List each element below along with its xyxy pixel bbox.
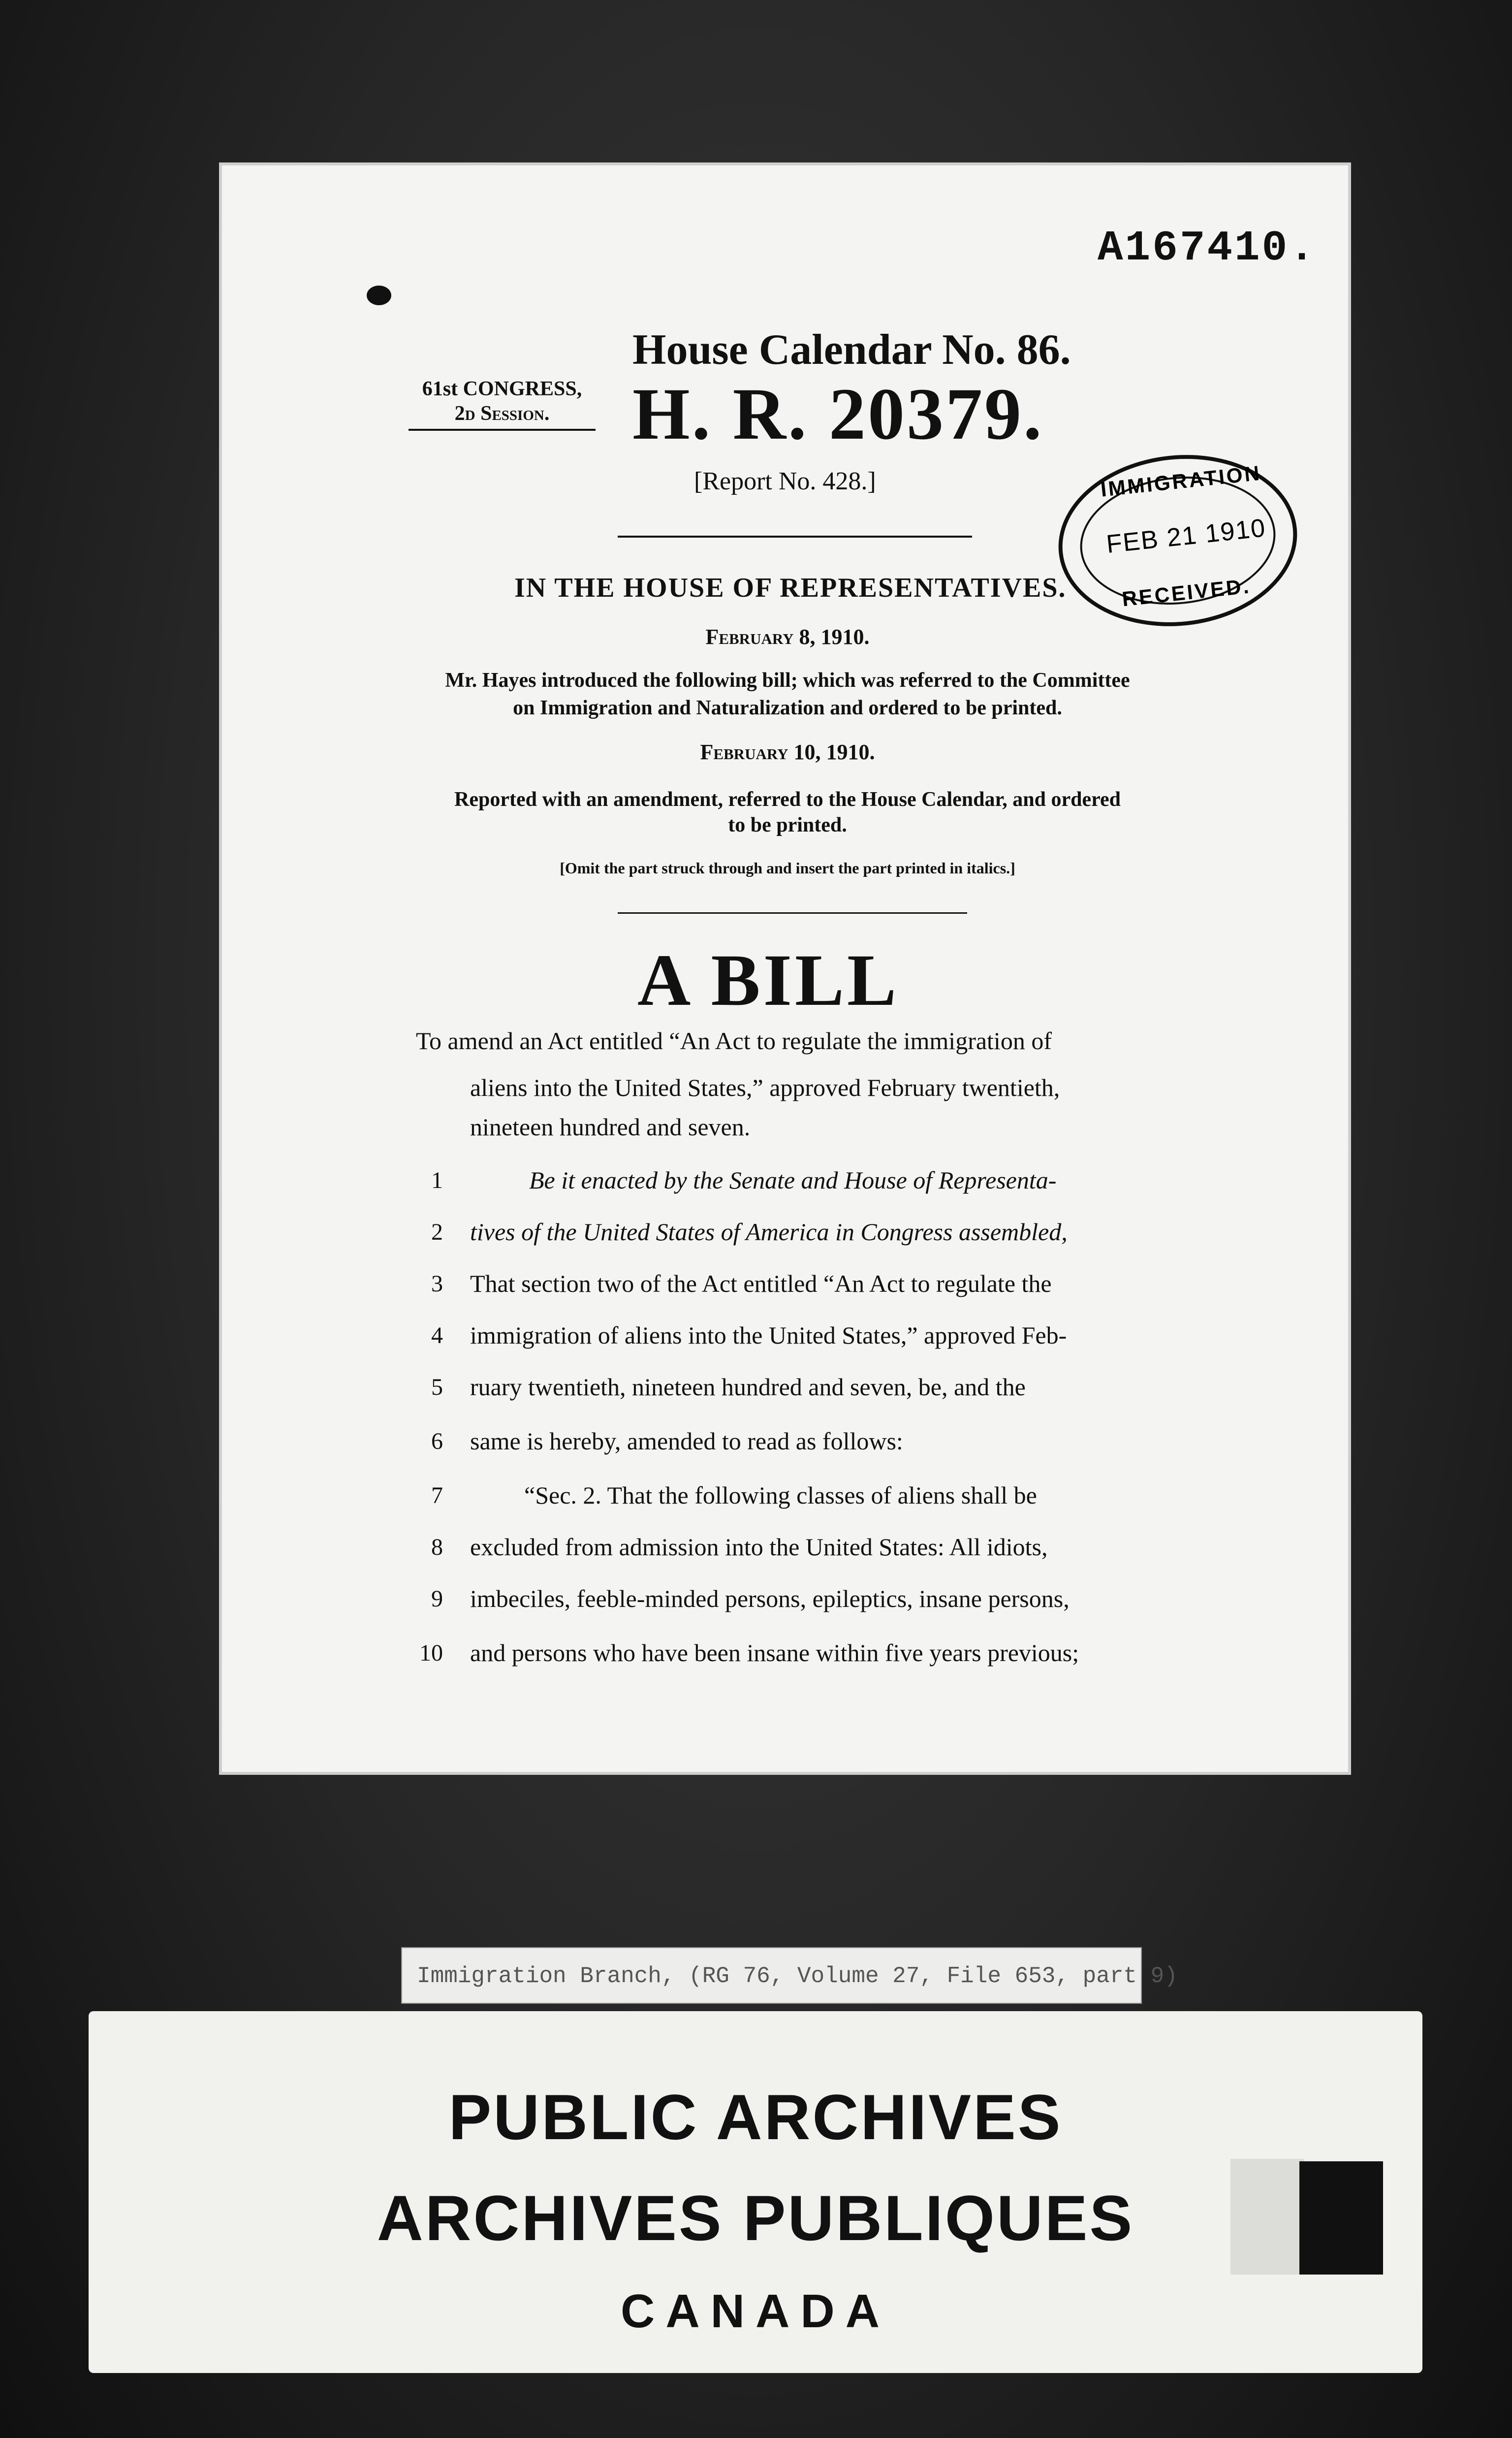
bill-line: and persons who have been insane within five years previous; — [470, 1639, 1079, 1667]
calendar-title: House Calendar No. 86. — [632, 326, 1071, 374]
archive-reference-label: Immigration Branch, (RG 76, Volume 27, File 653, part 9) — [401, 1947, 1142, 2004]
session-line: 2d Session. — [454, 402, 550, 425]
stamp-date: FEB 21 1910 — [1105, 513, 1267, 559]
purpose-line-1: To amend an Act entitled “An Act to regulate the immigration of — [416, 1027, 1052, 1055]
purpose-line-2: aliens into the United States,” approved February twentieth, — [470, 1074, 1060, 1101]
report-number: [Report No. 428.] — [694, 467, 876, 495]
bill-line: excluded from admission into the United States: All idiots, — [470, 1533, 1048, 1561]
bill-line: “Sec. 2. That the following classes of aliens shall be — [524, 1481, 1037, 1509]
archives-line-2: ARCHIVES PUBLIQUES — [377, 2182, 1134, 2254]
bill-number: H. R. 20379. — [632, 373, 1044, 455]
chamber-heading: IN THE HOUSE OF REPRESENTATIVES. — [514, 573, 1067, 603]
intro-line-2: on Immigration and Naturalization and ordered to be printed. — [513, 697, 1062, 719]
line-number: 3 — [431, 1271, 443, 1297]
line-number: 6 — [431, 1428, 443, 1454]
line-number: 8 — [431, 1534, 443, 1560]
card-dark-block — [1299, 2161, 1383, 2275]
bill-line: immigration of aliens into the United States,” approved Feb- — [470, 1321, 1067, 1349]
public-archives-card — [89, 2011, 1422, 2373]
date-reported: February 10, 1910. — [700, 740, 875, 764]
reported-line-2: to be printed. — [728, 814, 847, 836]
card-tab — [1230, 2159, 1304, 2275]
line-number: 5 — [431, 1374, 443, 1400]
divider-rule — [618, 536, 972, 538]
bill-heading: A BILL — [637, 939, 900, 1021]
bill-line: ruary twentieth, nineteen hundred and seven, be, and the — [470, 1373, 1026, 1401]
reported-line-1: Reported with an amendment, referred to the House Calendar, and ordered — [454, 788, 1121, 811]
intro-line-1: Mr. Hayes introduced the following bill; which was referred to the Committee — [445, 669, 1130, 692]
line-number: 9 — [431, 1586, 443, 1612]
line-number: 1 — [431, 1167, 443, 1193]
purpose-line-3: nineteen hundred and seven. — [470, 1113, 751, 1141]
line-number: 2 — [431, 1219, 443, 1245]
stamp-top-text: IMMIGRATION — [1099, 461, 1262, 501]
line-number: 4 — [431, 1322, 443, 1348]
omit-note: [Omit the part struck through and insert the part printed in italics.] — [560, 859, 1015, 877]
line-number: 7 — [431, 1482, 443, 1508]
ink-blot — [367, 286, 391, 305]
bill-line: Be it enacted by the Senate and House of Representa- — [529, 1166, 1057, 1194]
accession-number: A167410. — [1098, 224, 1317, 272]
bill-line: imbeciles, feeble-minded persons, epileptics, insane persons, — [470, 1585, 1070, 1612]
divider-rule-2 — [618, 912, 967, 914]
congress-line: 61st CONGRESS, — [422, 378, 582, 400]
congress-rule — [409, 429, 596, 431]
bill-line: tives of the United States of America in Congress assembled, — [470, 1218, 1068, 1246]
date-introduced: February 8, 1910. — [705, 625, 870, 649]
archives-line-1: PUBLIC ARCHIVES — [448, 2081, 1063, 2153]
line-number: 10 — [419, 1640, 443, 1666]
bill-line: same is hereby, amended to read as follows: — [470, 1427, 903, 1455]
congress-session — [399, 377, 605, 431]
bill-line: That section two of the Act entitled “An Act to regulate the — [470, 1270, 1052, 1297]
stamp-bottom-text: RECEIVED. — [1121, 574, 1252, 611]
archives-line-3: CANADA — [621, 2285, 890, 2338]
